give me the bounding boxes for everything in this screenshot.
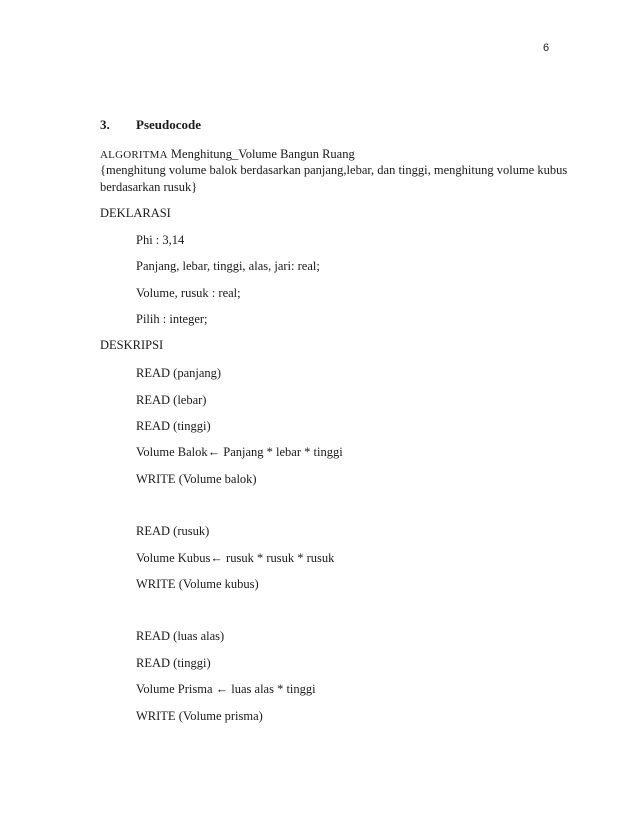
- page-number: 6: [543, 42, 550, 54]
- deskripsi-line: WRITE (Volume prisma): [136, 709, 263, 723]
- deklarasi-line: Volume, rusuk : real;: [136, 286, 241, 300]
- section-number: 3.: [100, 117, 110, 132]
- algorithm-header: [100, 147, 355, 162]
- algorithm-name: Menghitung_Volume Bangun Ruang: [170, 147, 355, 161]
- deskripsi-line: WRITE (Volume balok): [136, 472, 257, 486]
- deklarasi-line: Phi : 3,14: [136, 233, 185, 247]
- deklarasi-label: DEKLARASI: [100, 206, 171, 220]
- deskripsi-line: Volume Kubus← rusuk * rusuk * rusuk: [136, 551, 335, 565]
- algorithm-comment-line-2: berdasarkan rusuk}: [100, 180, 198, 194]
- deskripsi-label: DESKRIPSI: [100, 338, 164, 352]
- section-heading: [100, 117, 201, 133]
- deklarasi-line: Pilih : integer;: [136, 312, 208, 326]
- algorithm-keyword: ALGORITMA: [100, 149, 168, 161]
- section-title: Pseudocode: [136, 117, 201, 132]
- deskripsi-line: Volume Balok← Panjang * lebar * tinggi: [136, 445, 343, 459]
- deskripsi-line: READ (luas alas): [136, 629, 225, 643]
- deskripsi-line: READ (rusuk): [136, 524, 210, 538]
- deskripsi-line: WRITE (Volume kubus): [136, 577, 259, 591]
- deskripsi-line: READ (tinggi): [136, 656, 211, 670]
- algorithm-comment-line-1: {menghitung volume balok berdasarkan panjang,lebar, dan tinggi, menghitung volume kubus: [100, 163, 568, 177]
- deklarasi-line: Panjang, lebar, tinggi, alas, jari: real;: [136, 259, 320, 273]
- deskripsi-line: READ (lebar): [136, 393, 207, 407]
- deskripsi-line: Volume Prisma ← luas alas * tinggi: [136, 682, 316, 696]
- deskripsi-line: READ (panjang): [136, 366, 222, 380]
- deskripsi-line: READ (tinggi): [136, 419, 211, 433]
